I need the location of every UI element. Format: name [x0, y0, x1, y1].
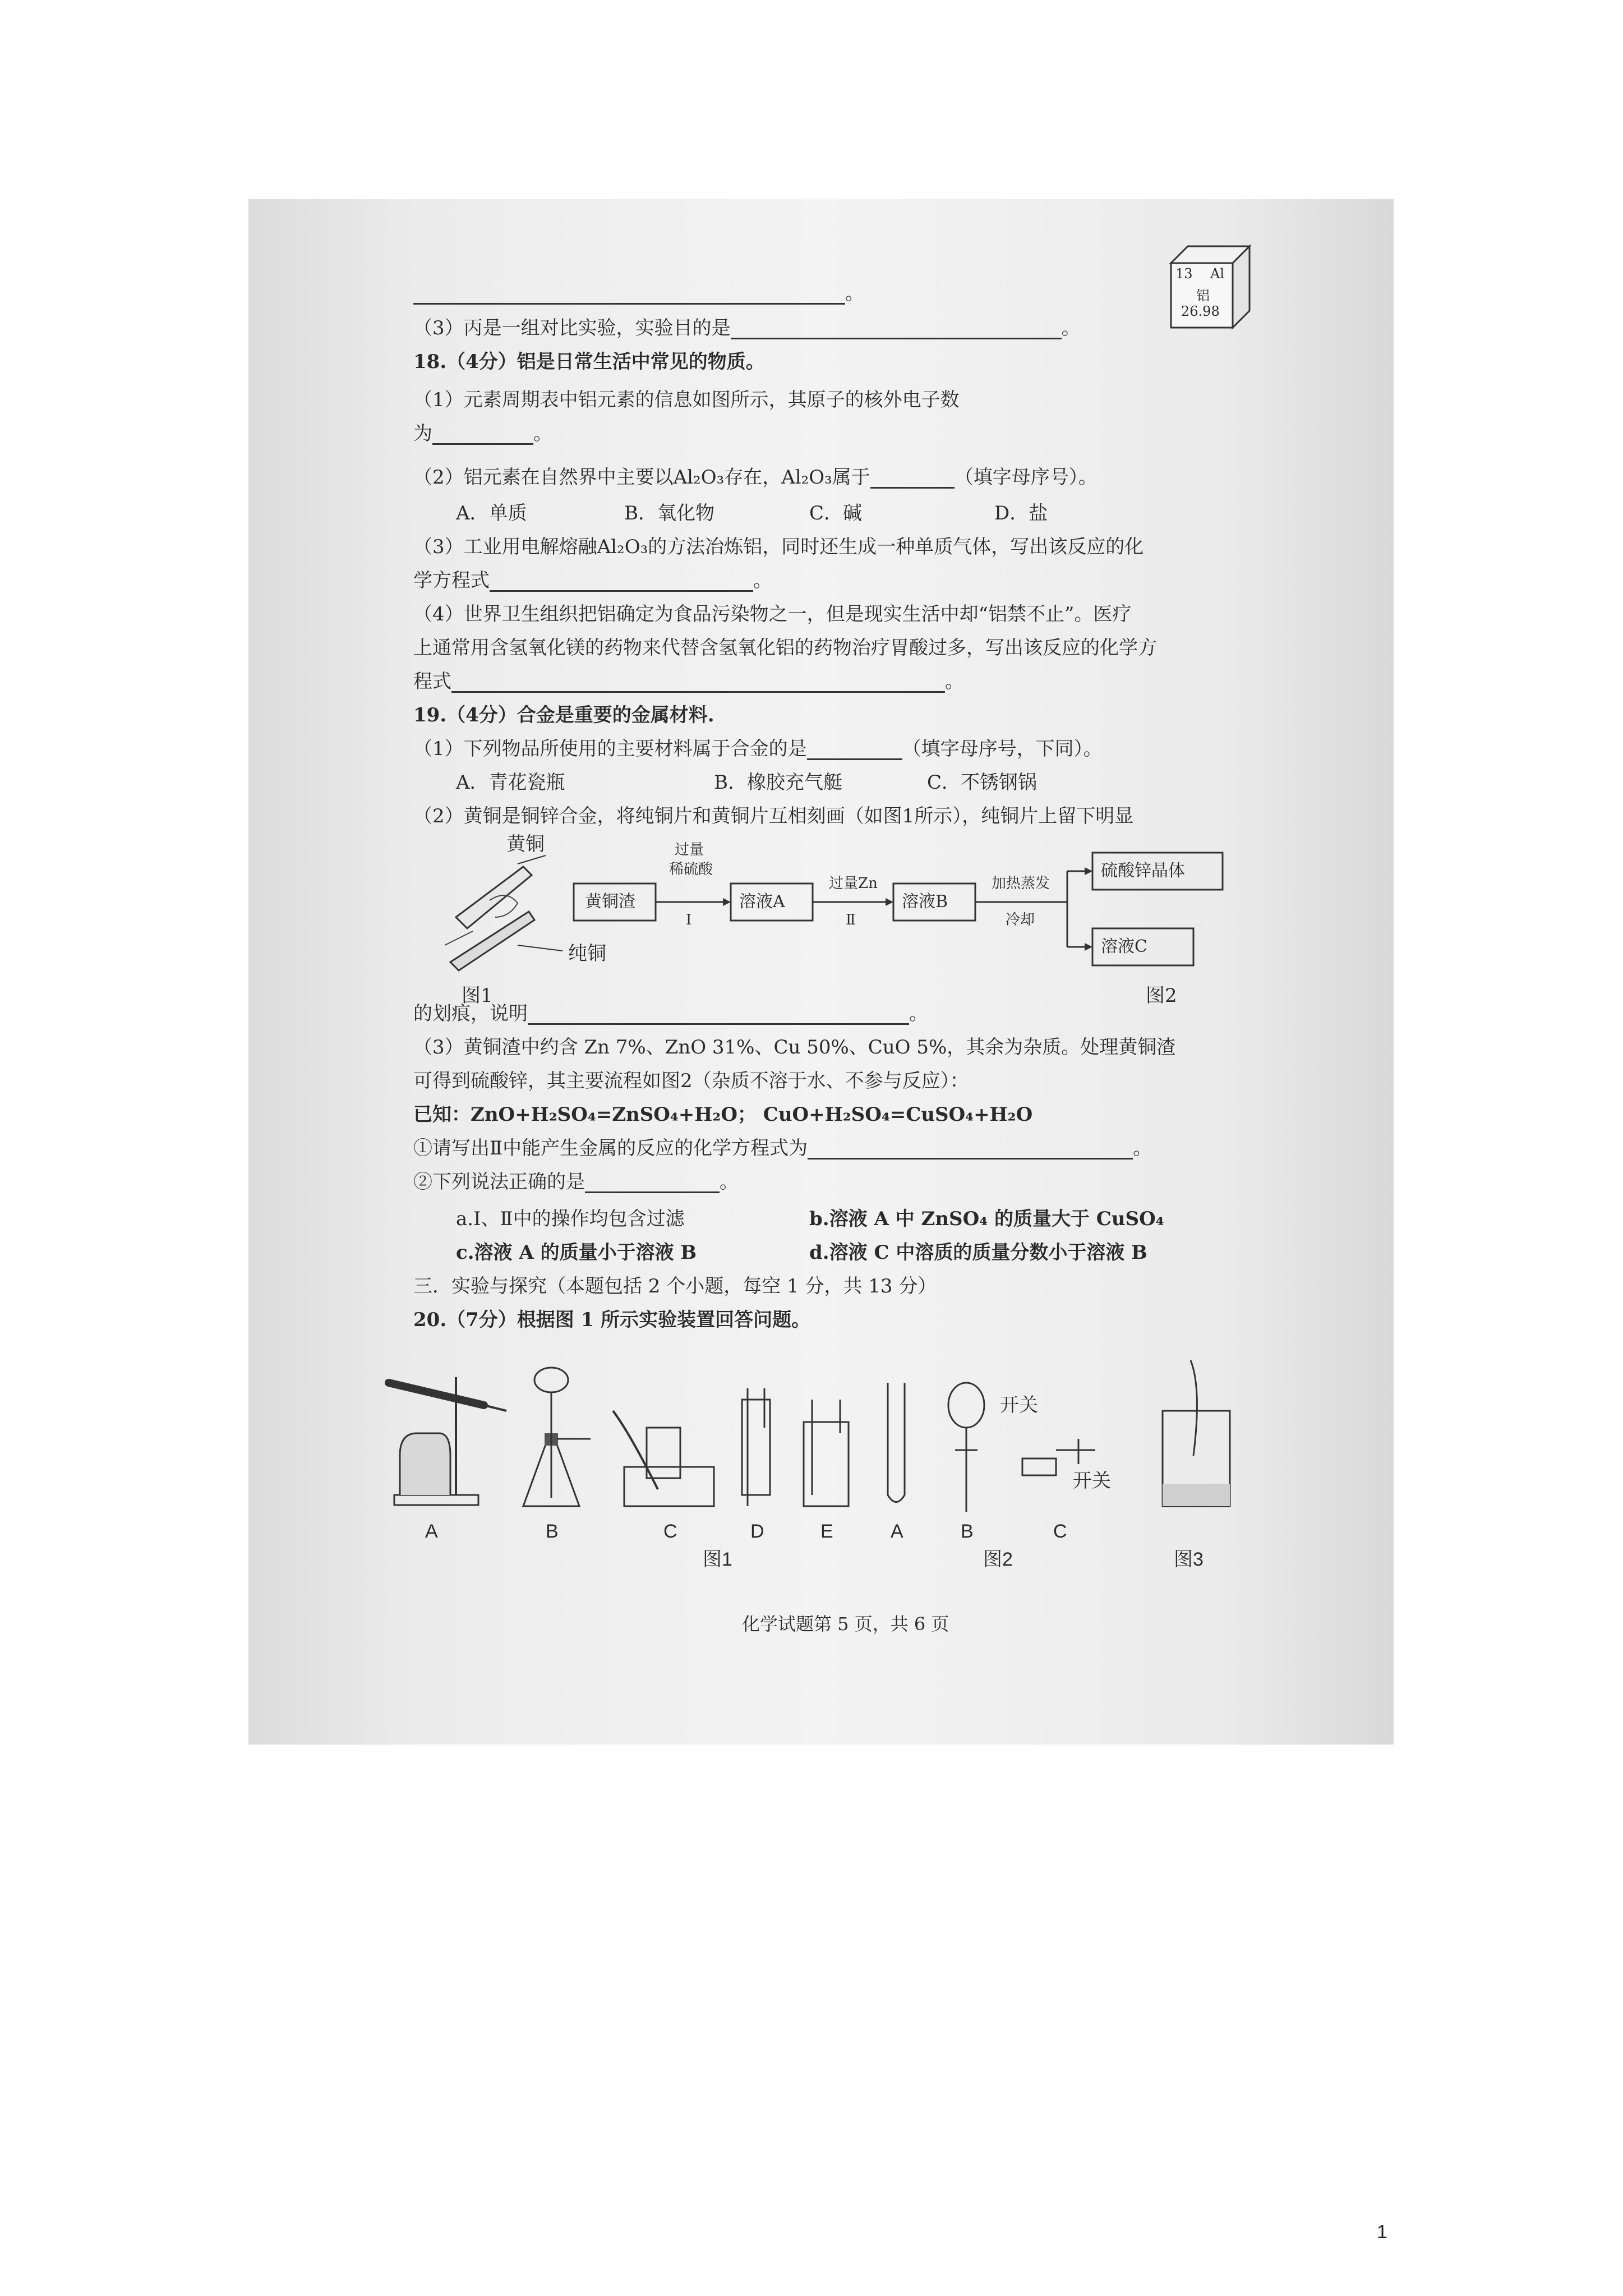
answer-blank — [807, 740, 902, 760]
option-d-mass-fraction: d.溶液 C 中溶质的质量分数小于溶液 B — [809, 1241, 1147, 1264]
apparatus-caption-2: 图2 — [983, 1549, 1013, 1570]
line-4: （1）元素周期表中铝元素的信息如图所示，其原子的核外电子数 — [413, 389, 960, 411]
line-7-option-c: C．碱 — [809, 502, 863, 524]
line-20-known-equations: 已知：ZnO+H₂SO₄=ZnSO₄+H₂O； CuO+H₂SO₄=CuSO₄+H₂O — [413, 1103, 1033, 1126]
line-16: （2）黄铜是铜锌合金，将纯铜片和黄铜片互相刻画（如图1所示），纯铜片上留下明显 — [413, 805, 1134, 827]
line-2: （3）丙是一组对比实验，实验目的是 。 — [413, 317, 1081, 339]
apparatus-caption-1: 图1 — [703, 1549, 732, 1570]
lab-apparatus-figure — [377, 1343, 1359, 1568]
flow-box-solution-b: 溶液B — [902, 892, 948, 912]
question-18-title: 18.（4分）铝是日常生活中常见的物质。 — [413, 351, 765, 373]
line-12: 程式 。 — [413, 670, 964, 693]
answer-blank — [731, 320, 1062, 339]
fig1-letter-a: A — [425, 1521, 438, 1542]
element-symbol: Al — [1210, 266, 1225, 282]
line-15-option-c: C．不锈钢锅 — [927, 771, 1038, 794]
flow-arrow1-reagent-2: 稀硫酸 — [669, 861, 713, 878]
section-3-heading: 三．实验与探究（本题包括 2 个小题，每空 1 分，共 13 分） — [413, 1275, 937, 1297]
answer-blank — [585, 1174, 720, 1193]
line-11: 上通常用含氢氧化镁的药物来代替含氢氧化铝的药物治疗胃酸过多，写出该反应的化学方 — [413, 637, 1157, 659]
exam-photo — [248, 199, 1394, 1745]
apparatus-caption-3: 图3 — [1174, 1549, 1204, 1570]
answer-blank — [870, 469, 955, 489]
flow-arrow3-operation: 加热蒸发 — [992, 875, 1050, 892]
question-19-title: 19.（4分）合金是重要的金属材料. — [413, 704, 714, 726]
fig1-caption: 图1 — [462, 984, 493, 1007]
flow-box-brass-residue: 黄铜渣 — [585, 892, 635, 912]
atomic-mass: 26.98 — [1181, 303, 1220, 319]
switch-label-1: 开关 — [1000, 1395, 1038, 1416]
page-number: 1 — [1377, 2221, 1387, 2243]
flow-arrow3-cooling: 冷却 — [1006, 912, 1035, 928]
line-6: （2）铝元素在自然界中主要以Al₂O₃存在，Al₂O₃属于 （填字母序号）。 — [413, 466, 1098, 489]
fig2-letter-b: B — [961, 1521, 974, 1542]
page-footer: 化学试题第 5 页，共 6 页 — [742, 1613, 949, 1635]
line-7-option-b: B．氧化物 — [624, 502, 714, 524]
answer-blank — [432, 425, 533, 445]
line-22: ②下列说法正确的是 。 — [413, 1171, 739, 1193]
flow-arrow2-reagent: 过量Zn — [829, 875, 878, 892]
aluminum-element-tile — [1165, 241, 1256, 330]
fig2-letter-a: A — [891, 1521, 903, 1542]
answer-blank — [528, 1005, 909, 1025]
flow-box-zinc-sulfate-crystal: 硫酸锌晶体 — [1101, 861, 1185, 881]
answer-blank — [413, 285, 845, 305]
fig1-letter-e: E — [820, 1521, 833, 1542]
option-b-zinc-sulfate: b.溶液 A 中 ZnSO₄ 的质量大于 CuSO₄ — [809, 1208, 1164, 1230]
line-1: 。 — [413, 282, 864, 305]
fig1-letter-d: D — [750, 1521, 764, 1542]
atomic-number: 13 — [1175, 266, 1193, 282]
question-20-title: 20.（7分）根据图 1 所示实验装置回答问题。 — [413, 1309, 811, 1331]
flow-arrow1-reagent-1: 过量 — [675, 841, 704, 858]
flow-box-solution-a: 溶液A — [739, 892, 785, 912]
fig2-letter-c: C — [1053, 1521, 1067, 1542]
line-7-option-d: D．盐 — [994, 502, 1048, 524]
line-9: 学方程式 。 — [413, 569, 772, 592]
answer-blank — [490, 572, 753, 592]
line-17: 的划痕，说明 。 — [413, 1002, 928, 1025]
element-name: 铝 — [1196, 288, 1210, 303]
line-19: 可得到硫酸锌，其主要流程如图2（杂质不溶于水、不参与反应）： — [413, 1070, 969, 1092]
line-10: （4）世界卫生组织把铝确定为食品污染物之一，但是现实生活中却“铝禁不止”。医疗 — [413, 603, 1132, 625]
option-c-mass: c.溶液 A 的质量小于溶液 B — [456, 1241, 697, 1264]
fig1-label-copper: 纯铜 — [568, 942, 606, 965]
flow-arrow2-step: Ⅱ — [846, 912, 856, 928]
answer-blank — [451, 673, 945, 693]
line-18: （3）黄铜渣中约含 Zn 7%、ZnO 31%、Cu 50%、CuO 5%，其余为杂质。处理黄铜渣 — [413, 1036, 1176, 1059]
line-8: （3）工业用电解熔融Al₂O₃的方法冶炼铝，同时还生成一种单质气体，写出该反应的化 — [413, 536, 1144, 558]
fig2-caption: 图2 — [1146, 984, 1177, 1007]
switch-label-2: 开关 — [1073, 1470, 1111, 1492]
line-21: ①请写出Ⅱ中能产生金属的反应的化学方程式为 。 — [413, 1137, 1152, 1159]
fig1-label-brass: 黄铜 — [506, 833, 545, 855]
fig1-letter-b: B — [546, 1521, 559, 1542]
line-15-option-a: A．青花瓷瓶 — [456, 771, 565, 794]
option-a-filter: a.Ⅰ、Ⅱ中的操作均包含过滤 — [456, 1208, 685, 1230]
line-15-option-b: B．橡胶充气艇 — [714, 771, 842, 794]
answer-blank — [808, 1140, 1133, 1159]
line-7-option-a: A．单质 — [456, 502, 527, 524]
line-14: （1）下列物品所使用的主要材料属于合金的是 （填字母序号，下同）。 — [413, 738, 1103, 760]
fig1-letter-c: C — [663, 1521, 677, 1542]
flow-arrow1-step: Ⅰ — [686, 912, 692, 928]
line-5: 为 。 — [413, 422, 552, 445]
figure-1-and-2 — [434, 833, 1331, 1007]
flow-box-solution-c: 溶液C — [1101, 937, 1147, 956]
